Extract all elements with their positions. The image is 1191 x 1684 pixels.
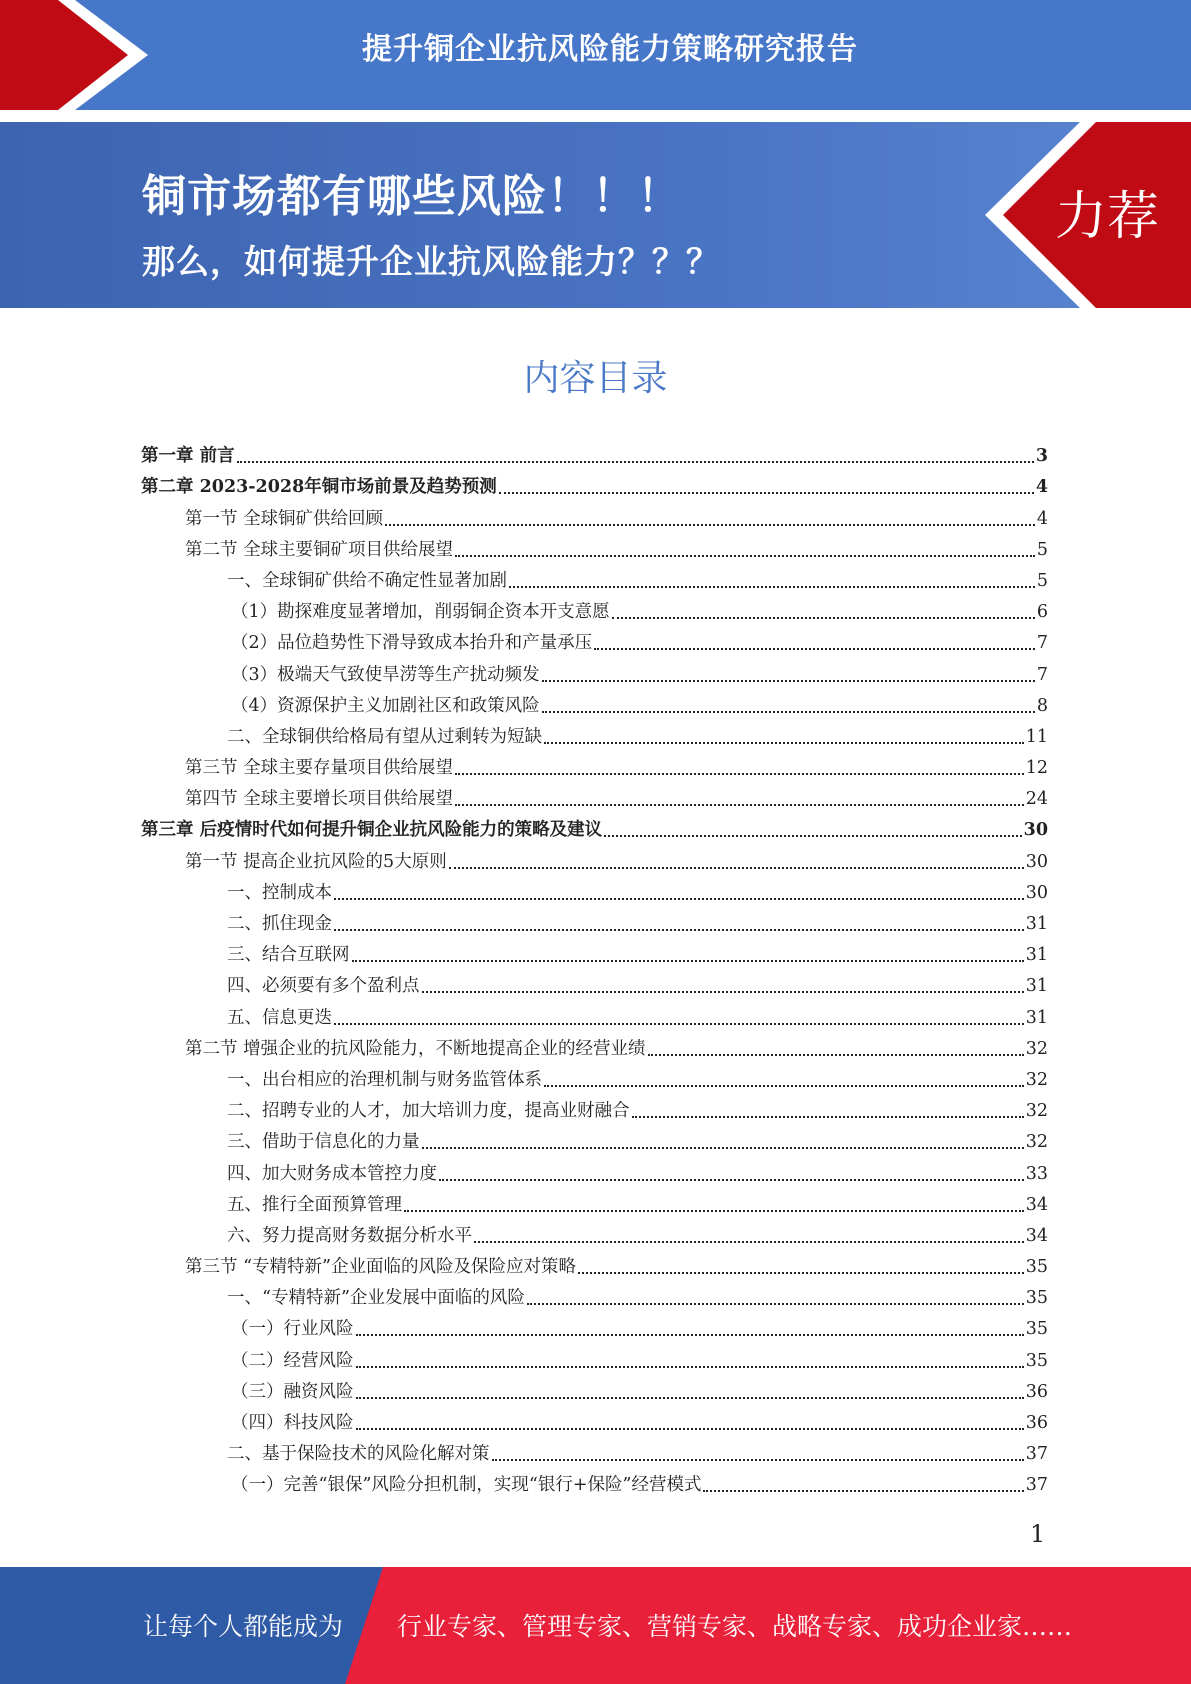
toc-entry-page: 7 — [1036, 633, 1048, 654]
toc-leader-dots — [385, 524, 1035, 526]
toc-entry-page: 4 — [1036, 508, 1048, 529]
toc-entry-page: 7 — [1036, 664, 1048, 685]
toc-entry[interactable] — [141, 1154, 1048, 1185]
footer-bar — [0, 1567, 1191, 1684]
top-header-bar — [0, 0, 1191, 110]
toc-entry[interactable] — [141, 1217, 1048, 1248]
toc-entry[interactable] — [141, 780, 1048, 811]
toc-leader-dots — [648, 1054, 1024, 1056]
toc-entry-page: 30 — [1025, 882, 1048, 903]
toc-entry-page: 33 — [1025, 1163, 1048, 1184]
toc-leader-dots — [334, 898, 1024, 900]
toc-entry[interactable] — [141, 749, 1048, 780]
toc-entry[interactable] — [141, 437, 1048, 468]
toc-entry-page: 34 — [1025, 1225, 1048, 1246]
toc-leader-dots — [356, 1366, 1024, 1368]
toc-entry-page: 34 — [1025, 1194, 1048, 1215]
toc-entry-title: 一、出台相应的治理机制与财务监管体系 — [227, 1069, 542, 1090]
toc-entry-title: （3）极端天气致使旱涝等生产扰动频发 — [231, 664, 540, 685]
toc-entry-page: 36 — [1025, 1413, 1048, 1433]
toc-entry-title: （4）资源保护主义加剧社区和政策风险 — [231, 695, 540, 716]
toc-entry-page: 32 — [1025, 1101, 1048, 1122]
toc-leader-dots — [612, 617, 1035, 619]
toc-entry-page: 35 — [1025, 1350, 1048, 1371]
page-number: 1 — [1030, 1520, 1046, 1548]
toc-entry[interactable] — [141, 1279, 1048, 1310]
toc-entry[interactable] — [141, 1061, 1048, 1092]
toc-entry[interactable] — [141, 624, 1048, 655]
toc-entry[interactable] — [141, 1092, 1048, 1123]
recommend-badge: 力荐 — [1055, 187, 1160, 247]
toc-entry-page: 11 — [1025, 726, 1048, 747]
toc-leader-dots — [594, 648, 1035, 650]
toc-entry-title: 一、控制成本 — [227, 882, 332, 903]
toc-entry-page: 24 — [1025, 789, 1048, 810]
toc-entry-title: 第三节 全球主要存量项目供给展望 — [185, 758, 454, 779]
toc-leader-dots — [499, 492, 1034, 494]
toc-leader-dots — [449, 867, 1024, 869]
toc-entry-title: 一、“专精特新”企业发展中面临的风险 — [227, 1288, 525, 1309]
toc-leader-dots — [544, 742, 1024, 744]
toc-entry[interactable] — [141, 499, 1048, 530]
toc-entry-title: 一、全球铜矿供给不确定性显著加剧 — [227, 570, 507, 591]
toc-entry-title: 四、加大财务成本管控力度 — [227, 1163, 437, 1184]
toc-entry[interactable] — [141, 936, 1048, 967]
toc-entry[interactable] — [141, 1466, 1048, 1497]
toc-leader-dots — [542, 711, 1035, 713]
toc-entry[interactable] — [141, 1186, 1048, 1217]
toc-leader-dots — [604, 835, 1022, 837]
toc-entry-page: 32 — [1025, 1038, 1048, 1059]
toc-entry[interactable] — [141, 874, 1048, 905]
toc-entry-title: 二、全球铜供给格局有望从过剩转为短缺 — [227, 726, 542, 747]
toc-leader-dots — [455, 773, 1024, 775]
toc-entry-page: 31 — [1025, 1007, 1048, 1028]
toc-leader-dots — [237, 461, 1034, 463]
toc-entry-title: 五、推行全面预算管理 — [227, 1194, 402, 1215]
toc-entry-page: 8 — [1036, 695, 1048, 716]
toc-entry-page: 4 — [1035, 477, 1048, 498]
toc-entry[interactable] — [141, 1123, 1048, 1154]
toc-entry-title: 第二节 增强企业的抗风险能力，不断地提高企业的经营业绩 — [185, 1038, 646, 1059]
toc-entry[interactable] — [141, 842, 1048, 873]
toc-entry-title: 第二章 2023-2028年铜市场前景及趋势预测 — [141, 477, 497, 498]
report-title: 提升铜企业抗风险能力策略研究报告 — [362, 32, 858, 67]
toc-leader-dots — [455, 804, 1024, 806]
headline-question: 铜市场都有哪些风险！！！ — [142, 171, 682, 222]
toc-entry-page: 31 — [1025, 914, 1048, 934]
toc-entry-page: 37 — [1025, 1444, 1048, 1465]
toc-entry[interactable] — [141, 593, 1048, 624]
toc-entry[interactable] — [141, 998, 1048, 1029]
toc-entry[interactable] — [141, 1341, 1048, 1372]
toc-entry[interactable] — [141, 655, 1048, 686]
toc-entry-title: 第三节 “专精特新”企业面临的风险及保险应对策略 — [185, 1257, 576, 1278]
toc-leader-dots — [703, 1490, 1023, 1492]
toc-entry-page: 12 — [1025, 758, 1048, 779]
toc-entry-page: 37 — [1025, 1475, 1048, 1496]
toc-leader-dots — [492, 1459, 1024, 1461]
toc-leader-dots — [509, 586, 1035, 588]
toc-entry-page: 31 — [1025, 976, 1048, 997]
toc-entry-page: 32 — [1025, 1069, 1048, 1090]
toc-entry[interactable] — [141, 1310, 1048, 1341]
toc-leader-dots — [356, 1428, 1024, 1430]
toc-entry-title: 四、必须要有多个盈利点 — [227, 976, 420, 997]
toc-entry-title: 五、信息更迭 — [227, 1007, 332, 1028]
toc-entry-title: （三）融资风险 — [231, 1381, 354, 1402]
toc-entry[interactable] — [141, 718, 1048, 749]
toc-entry-page: 3 — [1035, 446, 1048, 467]
toc-entry-title: 第二节 全球主要铜矿项目供给展望 — [185, 539, 454, 560]
toc-entry[interactable] — [141, 967, 1048, 998]
toc-entry-page: 32 — [1025, 1132, 1048, 1153]
toc-entry-page: 30 — [1025, 851, 1048, 872]
toc-leader-dots — [578, 1272, 1024, 1274]
toc-entry-title: （一）行业风险 — [231, 1319, 354, 1340]
table-of-contents — [141, 437, 1048, 1497]
toc-entry-title: （一）完善“银保”风险分担机制，实现“银行+保险”经营模式 — [231, 1475, 702, 1496]
toc-leader-dots — [422, 1147, 1024, 1149]
toc-entry-title: 第一章 前言 — [141, 446, 235, 467]
toc-entry[interactable] — [141, 905, 1048, 936]
toc-leader-dots — [455, 555, 1035, 557]
toc-entry[interactable] — [141, 811, 1048, 842]
toc-entry[interactable] — [141, 1404, 1048, 1435]
toc-leader-dots — [334, 929, 1024, 931]
toc-title: 内容目录 — [523, 358, 668, 399]
headline-banner — [0, 122, 1191, 308]
toc-entry-page: 35 — [1025, 1288, 1048, 1309]
toc-entry-page: 30 — [1023, 820, 1048, 841]
toc-entry[interactable] — [141, 1373, 1048, 1404]
toc-entry-title: （2）品位趋势性下滑导致成本抬升和产量承压 — [231, 633, 593, 654]
toc-entry-title: 二、抓住现金 — [227, 914, 332, 934]
toc-entry-page: 35 — [1025, 1319, 1048, 1340]
toc-entry-title: 六、努力提高财务数据分析水平 — [227, 1225, 472, 1246]
toc-entry-page: 35 — [1025, 1257, 1048, 1278]
footer-slogan-left: 让每个人都能成为 — [143, 1612, 344, 1641]
toc-entry-title: 二、招聘专业的人才，加大培训力度，提高业财融合 — [227, 1101, 630, 1122]
toc-entry[interactable] — [141, 1248, 1048, 1279]
toc-leader-dots — [404, 1210, 1024, 1212]
headline-subquestion: 那么，如何提升企业抗风险能力？？？ — [142, 242, 720, 281]
toc-entry-title: 三、结合互联网 — [227, 945, 350, 966]
toc-entry-page: 36 — [1025, 1381, 1048, 1402]
toc-leader-dots — [527, 1303, 1024, 1305]
toc-entry-title: 第一节 全球铜矿供给回顾 — [185, 508, 384, 529]
toc-entry-page: 31 — [1025, 945, 1048, 966]
toc-leader-dots — [422, 991, 1024, 993]
toc-entry-title: 第三章 后疫情时代如何提升铜企业抗风险能力的策略及建议 — [141, 820, 603, 841]
toc-entry[interactable] — [141, 1435, 1048, 1466]
toc-entry-title: 第一节 提高企业抗风险的5大原则 — [185, 851, 447, 872]
toc-entry-page: 5 — [1036, 570, 1048, 591]
toc-entry-title: 第四节 全球主要增长项目供给展望 — [185, 789, 454, 810]
toc-entry[interactable] — [141, 531, 1048, 562]
toc-leader-dots — [356, 1397, 1024, 1399]
toc-leader-dots — [544, 1085, 1024, 1087]
toc-entry-title: （四）科技风险 — [231, 1413, 354, 1433]
toc-entry[interactable] — [141, 687, 1048, 718]
toc-entry-title: 三、借助于信息化的力量 — [227, 1132, 420, 1153]
toc-leader-dots — [439, 1179, 1024, 1181]
toc-entry-page: 5 — [1036, 539, 1048, 560]
toc-entry-title: （1）勘探难度显著增加，削弱铜企资本开支意愿 — [231, 602, 610, 623]
toc-leader-dots — [356, 1334, 1024, 1336]
toc-leader-dots — [542, 680, 1035, 682]
chevron-arrow-icon — [0, 0, 150, 110]
toc-entry[interactable] — [141, 562, 1048, 593]
toc-leader-dots — [352, 960, 1024, 962]
toc-leader-dots — [474, 1241, 1024, 1243]
toc-leader-dots — [334, 1023, 1024, 1025]
toc-entry-title: 二、基于保险技术的风险化解对策 — [227, 1444, 490, 1465]
toc-leader-dots — [632, 1116, 1024, 1118]
toc-entry[interactable] — [141, 1030, 1048, 1061]
toc-entry-title: （二）经营风险 — [231, 1350, 354, 1371]
footer-slogan-right: 行业专家、管理专家、营销专家、战略专家、成功企业家…… — [397, 1612, 1073, 1641]
toc-entry-page: 6 — [1036, 602, 1048, 623]
toc-entry[interactable] — [141, 468, 1048, 499]
